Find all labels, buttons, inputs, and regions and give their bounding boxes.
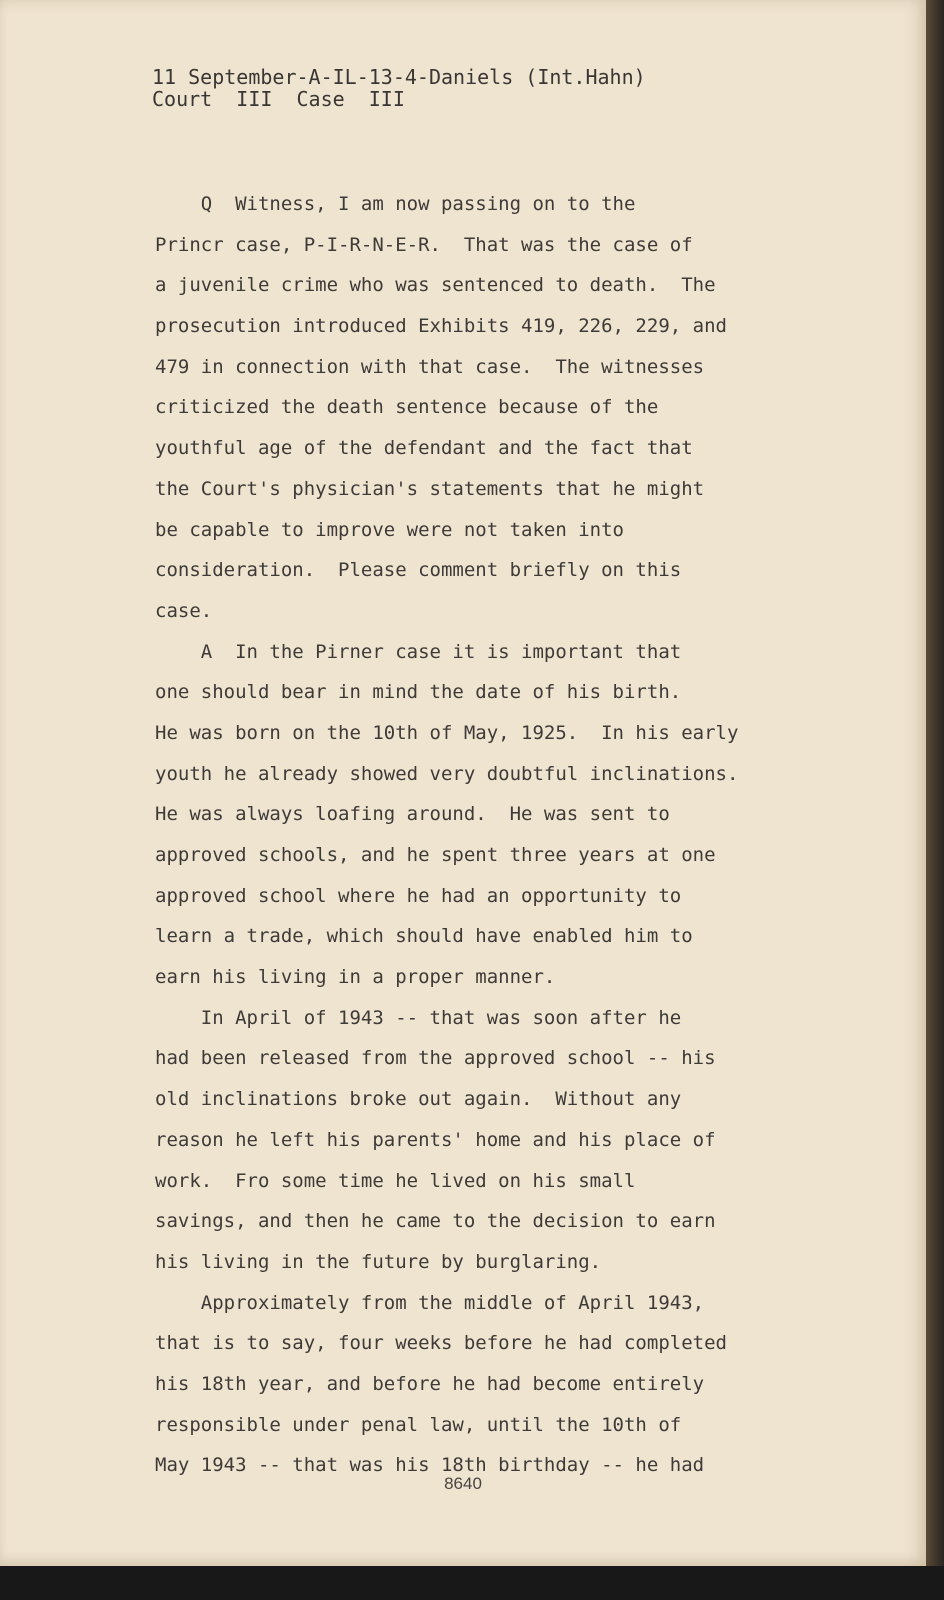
text-line: his 18th year, and before he had become entirely <box>155 1372 705 1395</box>
text-line: one should bear in mind the date of his birth. <box>155 681 682 704</box>
text-line: responsible under penal law, until the 10th of <box>155 1413 682 1436</box>
scan-edge-right <box>926 0 944 1600</box>
document-header <box>152 66 646 110</box>
text-line: the Court's physician's statements that he might <box>155 477 705 500</box>
text-line: 479 in connection with that case. The witnesses <box>155 355 705 378</box>
text-line: He was always loafing around. He was sent to <box>155 803 670 826</box>
text-line: A In the Pirner case it is important that <box>155 640 682 663</box>
text-line: a juvenile crime who was sentenced to death. The <box>155 274 716 297</box>
text-line: had been released from the approved school -- his <box>155 1047 716 1070</box>
text-line: savings, and then he came to the decision to earn <box>155 1210 716 1233</box>
text-line: youth he already showed very doubtful inclinations. <box>155 762 739 785</box>
page-number: 8640 <box>444 1474 482 1493</box>
text-line: Approximately from the middle of April 1943, <box>155 1291 705 1314</box>
text-line: that is to say, four weeks before he had completed <box>155 1332 727 1355</box>
header-line-2: Court III Case III <box>152 87 405 111</box>
text-line: earn his living in a proper manner. <box>155 966 556 989</box>
text-line: May 1943 -- that was his 18th birthday -- he had <box>155 1454 705 1477</box>
text-line: prosecution introduced Exhibits 419, 226, 229, and <box>155 315 727 338</box>
text-line: youthful age of the defendant and the fact that <box>155 437 693 460</box>
text-line: In April of 1943 -- that was soon after he <box>155 1006 682 1029</box>
text-line: Q Witness, I am now passing on to the <box>155 193 636 215</box>
text-line: approved schools, and he spent three years at one <box>155 844 716 866</box>
text-line: his living in the future by burglaring. <box>155 1250 602 1273</box>
header-line-1: 11 September-A-IL-13-4-Daniels (Int.Hahn) <box>152 65 646 89</box>
text-line: approved school where he had an opportunity to <box>155 884 682 907</box>
transcript-body <box>155 184 815 1486</box>
text-line: learn a trade, which should have enabled him to <box>155 925 693 948</box>
text-line: reason he left his parents' home and his place of <box>155 1128 716 1151</box>
text-line: He was born on the 10th of May, 1925. In his early <box>155 721 739 744</box>
text-line: case. <box>155 599 213 622</box>
text-line: work. Fro some time he lived on his small <box>155 1169 636 1192</box>
scan-edge-bottom <box>0 1566 944 1600</box>
text-line: Princr case, P-I-R-N-E-R. That was the case of <box>155 233 693 256</box>
text-line: criticized the death sentence because of the <box>155 396 659 419</box>
text-line: consideration. Please comment briefly on this <box>155 559 682 582</box>
text-line: be capable to improve were not taken into <box>155 518 624 541</box>
text-line: old inclinations broke out again. Without any <box>155 1088 682 1111</box>
